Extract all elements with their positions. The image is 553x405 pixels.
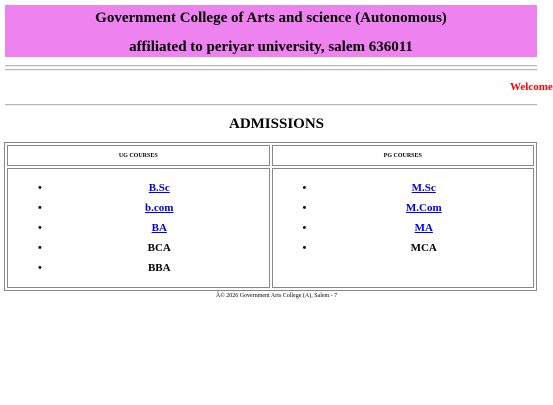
course-link-ba[interactable]: BA — [151, 222, 167, 234]
bullet-icon: • — [38, 182, 42, 194]
divider-mid — [5, 104, 537, 106]
course-label-wrap — [315, 178, 534, 198]
bullet-icon: • — [38, 202, 42, 214]
course-link-b-sc[interactable]: B.Sc — [148, 182, 170, 194]
course-label-wrap — [315, 198, 534, 218]
ug-courses-cell — [7, 168, 270, 288]
bullet-icon: • — [38, 242, 42, 254]
site-header — [5, 5, 537, 57]
bullet-icon: • — [302, 202, 307, 214]
course-label-bba: BBA — [147, 262, 171, 274]
bullet-icon: • — [38, 262, 42, 274]
course-label-wrap — [50, 258, 269, 278]
list-item — [273, 198, 534, 218]
list-item — [8, 198, 269, 218]
course-label-wrap — [50, 198, 269, 218]
list-item — [8, 218, 269, 238]
course-label-wrap — [50, 238, 269, 258]
bullet-icon: • — [302, 242, 307, 254]
course-label-wrap — [315, 238, 534, 258]
list-item — [8, 258, 269, 278]
course-link-b-com[interactable]: b.com — [145, 202, 174, 214]
bullet-icon: • — [38, 222, 42, 234]
course-label-wrap — [50, 178, 269, 198]
course-label-wrap — [315, 218, 534, 238]
list-item — [8, 178, 269, 198]
marquee-text: Welcome — [510, 81, 553, 93]
affiliation-text: affiliated to periyar university, salem 636011 — [129, 39, 413, 55]
bullet-icon: • — [302, 182, 307, 194]
course-label-bca: BCA — [147, 242, 171, 254]
courses-table — [4, 142, 537, 291]
courses-table-body-row — [7, 168, 534, 288]
list-item — [273, 218, 534, 238]
course-link-m-sc[interactable]: M.Sc — [411, 182, 436, 194]
course-link-m-com[interactable]: M.Com — [405, 202, 442, 214]
divider-top-1 — [5, 65, 537, 67]
pg-courses-header: PG COURSES — [272, 145, 535, 166]
pg-courses-cell — [272, 168, 535, 288]
courses-table-header-row — [7, 145, 534, 166]
college-name: Government College of Arts and science (Autonomous) — [95, 10, 447, 26]
course-label-mca: MCA — [410, 242, 437, 254]
ug-courses-header: UG COURSES — [7, 145, 270, 166]
bullet-icon: • — [302, 222, 307, 234]
list-item — [273, 178, 534, 198]
pg-courses-list — [273, 178, 534, 258]
divider-top-2 — [5, 69, 537, 71]
course-link-ma[interactable]: MA — [414, 222, 433, 234]
page-title: ADMISSIONS — [228, 116, 325, 132]
list-item — [273, 238, 534, 258]
course-label-wrap — [50, 218, 269, 238]
list-item — [8, 238, 269, 258]
ug-courses-list — [8, 178, 269, 278]
footer-copyright: Â© 2026 Government Arts College (A), Salem - 7 — [215, 293, 338, 299]
welcome-marquee — [5, 73, 553, 103]
